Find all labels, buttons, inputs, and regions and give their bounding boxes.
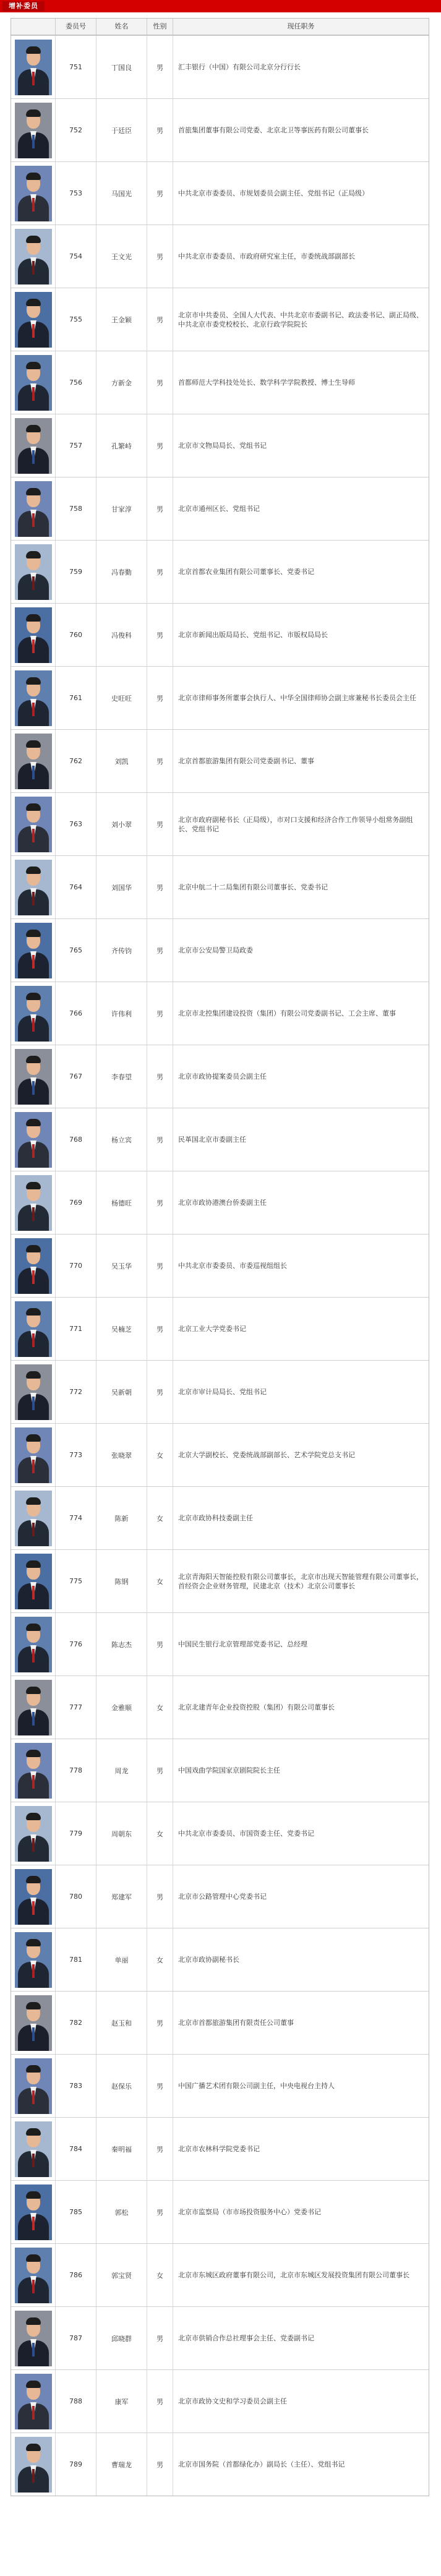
table-row (11, 982, 429, 1045)
member-number: 756 (56, 351, 96, 414)
portrait-photo (15, 166, 52, 221)
table-row (11, 1297, 429, 1360)
member-number: 785 (56, 2181, 96, 2243)
member-name: 金雅顺 (96, 1676, 147, 1739)
table-row (11, 603, 429, 666)
member-number: 772 (56, 1361, 96, 1423)
member-name: 方新金 (96, 351, 147, 414)
table-row (11, 1171, 429, 1234)
member-name: 孔繁峙 (96, 414, 147, 477)
member-position: 北京市新闻出版局局长、党组书记、市版权局局长 (178, 631, 328, 639)
member-name: 刘国华 (96, 856, 147, 918)
member-name: 周朝东 (96, 1802, 147, 1865)
photo-cell (11, 2055, 56, 2117)
member-name: 郭松 (96, 2181, 147, 2243)
member-gender: 男 (147, 982, 173, 1045)
table-row (11, 1802, 429, 1865)
portrait-photo (15, 40, 52, 95)
photo-cell (11, 99, 56, 161)
member-position: 北京首都旅游集团有限公司党委副书记、董事 (178, 757, 314, 765)
member-position: 北京市政协提案委员会副主任 (178, 1072, 267, 1080)
member-position: 北京市中共委员、全国人大代表、中共北京市委副书记、政法委书记、副正局级、中共北京市委党校校长、北京行政学院院长 (178, 310, 423, 328)
photo-cell (11, 1235, 56, 1297)
portrait-photo (15, 481, 52, 537)
table-row (11, 2117, 429, 2180)
col-header-photo (11, 19, 56, 35)
table-row (11, 1675, 429, 1739)
photo-cell (11, 225, 56, 288)
portrait-photo (15, 1806, 52, 1862)
table-row (11, 2433, 429, 2496)
member-number: 782 (56, 1992, 96, 2054)
member-gender: 女 (147, 2244, 173, 2306)
member-number: 773 (56, 1424, 96, 1486)
portrait-photo (15, 1427, 52, 1483)
member-gender: 男 (147, 2181, 173, 2243)
member-position: 中国戏曲学院国家京剧院院长主任 (178, 1766, 280, 1774)
member-position: 北京市律师事务所董事会执行人、中华全国律师协会副主席兼秘书长委员会主任 (178, 694, 416, 702)
table-row (11, 729, 429, 792)
portrait-photo (15, 1175, 52, 1231)
member-name: 陈志杰 (96, 1613, 147, 1675)
table-row (11, 98, 429, 161)
member-number: 771 (56, 1298, 96, 1360)
table-row (11, 1234, 429, 1297)
member-number: 779 (56, 1802, 96, 1865)
member-number: 763 (56, 793, 96, 855)
member-gender: 女 (147, 1550, 173, 1612)
member-number: 760 (56, 604, 96, 666)
portrait-photo (15, 1364, 52, 1420)
member-name: 甘家淳 (96, 477, 147, 540)
table-row (11, 35, 429, 98)
member-name: 郭宝贤 (96, 2244, 147, 2306)
member-name: 王文光 (96, 225, 147, 288)
portrait-photo (15, 292, 52, 348)
member-gender: 男 (147, 351, 173, 414)
member-position: 北京市国务院（首都绿化办）副局长（主任）、党组书记 (178, 2460, 345, 2468)
photo-cell (11, 667, 56, 729)
portrait-photo (15, 355, 52, 411)
member-number: 774 (56, 1487, 96, 1549)
member-position: 北京首都农业集团有限公司董事长、党委书记 (178, 568, 314, 576)
member-gender: 男 (147, 793, 173, 855)
table-row (11, 351, 429, 414)
photo-cell (11, 982, 56, 1045)
member-gender: 男 (147, 2433, 173, 2496)
photo-cell (11, 793, 56, 855)
member-name: 杨立宾 (96, 1108, 147, 1171)
portrait-photo (15, 2184, 52, 2240)
table-row (11, 666, 429, 729)
photo-cell (11, 1613, 56, 1675)
member-name: 康军 (96, 2370, 147, 2433)
member-position: 北京市公安局警卫局政委 (178, 946, 253, 954)
member-name: 陈新 (96, 1487, 147, 1549)
member-gender: 男 (147, 856, 173, 918)
table-row (11, 161, 429, 225)
member-number: 788 (56, 2370, 96, 2433)
portrait-photo (15, 1932, 52, 1988)
member-name: 赵保乐 (96, 2055, 147, 2117)
member-position: 北京市北控集团建设投资（集团）有限公司党委副书记、工会主席、董事 (178, 1009, 396, 1017)
portrait-photo (15, 2248, 52, 2303)
member-name: 吴楠芝 (96, 1298, 147, 1360)
member-position: 北京大学副校长、党委统战部副部长、艺术学院党总支书记 (178, 1451, 355, 1459)
photo-cell (11, 1361, 56, 1423)
member-number: 786 (56, 2244, 96, 2306)
member-gender: 女 (147, 1676, 173, 1739)
table-row (11, 477, 429, 540)
photo-cell (11, 1171, 56, 1234)
table-row (11, 1360, 429, 1423)
member-position: 北京北建青年企业投资控股（集团）有限公司董事长 (178, 1703, 335, 1711)
member-gender: 女 (147, 1928, 173, 1991)
portrait-photo (15, 1112, 52, 1168)
member-name: 于廷臣 (96, 99, 147, 161)
member-number: 784 (56, 2118, 96, 2180)
photo-cell (11, 1676, 56, 1739)
member-gender: 男 (147, 541, 173, 603)
member-number: 759 (56, 541, 96, 603)
member-name: 马国光 (96, 162, 147, 225)
table-row (11, 1549, 429, 1612)
member-name: 赵玉和 (96, 1992, 147, 2054)
member-position: 北京市政协科技委副主任 (178, 1514, 253, 1522)
member-position: 北京市审计局局长、党组书记 (178, 1388, 267, 1396)
member-number: 754 (56, 225, 96, 288)
member-gender: 男 (147, 1235, 173, 1297)
portrait-photo (15, 2374, 52, 2429)
member-number: 780 (56, 1865, 96, 1928)
portrait-photo (15, 418, 52, 474)
table-row (11, 1928, 429, 1991)
photo-cell (11, 36, 56, 98)
portrait-photo (15, 2311, 52, 2366)
table-row (11, 225, 429, 288)
photo-cell (11, 919, 56, 982)
member-number: 775 (56, 1550, 96, 1612)
member-name: 丁国良 (96, 36, 147, 98)
photo-cell (11, 2181, 56, 2243)
photo-cell (11, 1424, 56, 1486)
table-row (11, 792, 429, 855)
table-row (11, 2180, 429, 2243)
table-row (11, 2243, 429, 2306)
portrait-photo (15, 1554, 52, 1609)
member-position: 北京市监察局（市市场投资服务中心）党委书记 (178, 2208, 321, 2216)
table-body (11, 35, 429, 2496)
photo-cell (11, 162, 56, 225)
photo-cell (11, 1045, 56, 1108)
table-header (11, 18, 429, 35)
member-position: 中共北京市委委员、市国资委主任、党委书记 (178, 1829, 314, 1838)
portrait-photo (15, 670, 52, 726)
member-gender: 男 (147, 1298, 173, 1360)
table-row (11, 855, 429, 918)
member-gender: 男 (147, 477, 173, 540)
photo-cell (11, 1739, 56, 1802)
member-gender: 男 (147, 162, 173, 225)
member-name: 邱晓群 (96, 2307, 147, 2369)
table-row (11, 1045, 429, 1108)
member-position: 汇丰银行（中国）有限公司北京分行行长 (178, 63, 301, 71)
member-gender: 男 (147, 36, 173, 98)
member-position: 中国广播艺术团有限公司副主任，中央电视台主持人 (178, 2082, 335, 2090)
member-position: 中共北京市委委员、市委巡视组组长 (178, 1262, 287, 1270)
member-number: 752 (56, 99, 96, 161)
photo-cell (11, 2307, 56, 2369)
photo-cell (11, 2370, 56, 2433)
member-name: 齐传钧 (96, 919, 147, 982)
portrait-photo (15, 103, 52, 158)
member-number: 768 (56, 1108, 96, 1171)
portrait-photo (15, 2121, 52, 2177)
member-position: 北京中航二十二局集团有限公司董事长、党委书记 (178, 883, 328, 891)
portrait-photo (15, 1049, 52, 1105)
photo-cell (11, 1550, 56, 1612)
member-position: 北京市政协文史和学习委员会副主任 (178, 2397, 287, 2405)
table-row (11, 2369, 429, 2433)
photo-cell (11, 1298, 56, 1360)
member-name: 冯俊科 (96, 604, 147, 666)
portrait-photo (15, 860, 52, 915)
member-position: 北京市东城区政府董事有限公司，北京市东城区发展投资集团有限公司董事长 (178, 2271, 409, 2279)
member-name: 杨德旺 (96, 1171, 147, 1234)
table-row (11, 918, 429, 982)
portrait-photo (15, 1238, 52, 1294)
table-row (11, 288, 429, 351)
member-number: 764 (56, 856, 96, 918)
member-gender: 男 (147, 2307, 173, 2369)
member-position: 北京市首都旅游集团有限责任公司董事 (178, 2019, 294, 2027)
photo-cell (11, 1802, 56, 1865)
member-name: 冯春勤 (96, 541, 147, 603)
member-gender: 女 (147, 1487, 173, 1549)
portrait-photo (15, 1680, 52, 1735)
member-position: 北京市公路管理中心党委书记 (178, 1893, 267, 1901)
member-position: 北京市文物局局长、党组书记 (178, 442, 267, 450)
col-header-name: 姓名 (96, 19, 147, 35)
member-gender: 男 (147, 2055, 173, 2117)
member-gender: 男 (147, 414, 173, 477)
member-gender: 男 (147, 288, 173, 351)
member-name: 王金颖 (96, 288, 147, 351)
member-gender: 男 (147, 99, 173, 161)
members-table (11, 18, 429, 2496)
member-number: 762 (56, 730, 96, 792)
member-gender: 男 (147, 604, 173, 666)
member-position: 北京市农林科学院党委书记 (178, 2145, 260, 2153)
table-row (11, 1612, 429, 1675)
table-row (11, 540, 429, 603)
member-gender: 男 (147, 1045, 173, 1108)
table-row (11, 1739, 429, 1802)
member-position: 首都师范大学科技处处长、数学科学学院教授、博士生导师 (178, 379, 355, 387)
photo-cell (11, 541, 56, 603)
photo-cell (11, 477, 56, 540)
member-number: 787 (56, 2307, 96, 2369)
member-position: 北京市政协港澳台侨委副主任 (178, 1199, 267, 1207)
photo-cell (11, 856, 56, 918)
member-number: 783 (56, 2055, 96, 2117)
member-name: 史旺旺 (96, 667, 147, 729)
photo-cell (11, 2118, 56, 2180)
member-position: 北京工业大学党委书记 (178, 1325, 246, 1333)
member-number: 761 (56, 667, 96, 729)
member-name: 刘小翠 (96, 793, 147, 855)
member-number: 770 (56, 1235, 96, 1297)
member-name: 吴新朝 (96, 1361, 147, 1423)
member-gender: 男 (147, 225, 173, 288)
member-number: 751 (56, 36, 96, 98)
portrait-photo (15, 923, 52, 978)
photo-cell (11, 351, 56, 414)
member-position: 首旅集团董事有限公司党委、北京北卫等事医药有限公司董事长 (178, 126, 369, 134)
photo-cell (11, 604, 56, 666)
member-number: 757 (56, 414, 96, 477)
member-position: 民革国北京市委副主任 (178, 1136, 246, 1144)
col-header-position: 现任职务 (287, 22, 315, 30)
member-gender: 女 (147, 1424, 173, 1486)
photo-cell (11, 1108, 56, 1171)
member-position: 北京市政协副秘书长 (178, 1956, 239, 1964)
portrait-photo (15, 797, 52, 852)
member-number: 777 (56, 1676, 96, 1739)
table-row (11, 414, 429, 477)
portrait-photo (15, 1491, 52, 1546)
table-row (11, 1865, 429, 1928)
table-row (11, 1423, 429, 1486)
portrait-photo (15, 734, 52, 789)
photo-cell (11, 2244, 56, 2306)
table-row (11, 1991, 429, 2054)
member-position: 中共北京市委委员、市规划委员会副主任、党组书记（正局级） (178, 189, 369, 197)
photo-cell (11, 1928, 56, 1991)
member-gender: 男 (147, 1361, 173, 1423)
member-name: 张晓翠 (96, 1424, 147, 1486)
portrait-photo (15, 2437, 52, 2493)
portrait-photo (15, 986, 52, 1042)
member-gender: 男 (147, 1739, 173, 1802)
member-gender: 男 (147, 667, 173, 729)
photo-cell (11, 730, 56, 792)
portrait-photo (15, 1995, 52, 2051)
member-gender: 男 (147, 2118, 173, 2180)
member-gender: 男 (147, 1613, 173, 1675)
portrait-photo (15, 2058, 52, 2114)
member-position: 北京市政府副秘书长（正局级），市对口支援和经济合作工作领导小组常务副组长、党组书记 (178, 815, 413, 833)
col-header-gender: 性别 (147, 19, 173, 35)
photo-cell (11, 2433, 56, 2496)
member-name: 李春望 (96, 1045, 147, 1108)
table-row (11, 1108, 429, 1171)
member-position: 中共北京市委委员、市政府研究室主任，市委统战部副部长 (178, 252, 355, 260)
member-number: 778 (56, 1739, 96, 1802)
portrait-photo (15, 1743, 52, 1799)
member-gender: 男 (147, 1108, 173, 1171)
member-position: 中国民生银行北京管理部党委书记、总经理 (178, 1640, 307, 1648)
table-row (11, 2306, 429, 2369)
photo-cell (11, 414, 56, 477)
member-gender: 男 (147, 1865, 173, 1928)
member-number: 789 (56, 2433, 96, 2496)
member-number: 769 (56, 1171, 96, 1234)
member-name: 刘凯 (96, 730, 147, 792)
photo-cell (11, 1487, 56, 1549)
member-gender: 男 (147, 919, 173, 982)
photo-cell (11, 1865, 56, 1928)
member-number: 755 (56, 288, 96, 351)
member-gender: 男 (147, 1992, 173, 2054)
member-name: 陈钢 (96, 1550, 147, 1612)
member-position: 北京市供销合作总社理事会主任、党委副书记 (178, 2334, 314, 2342)
member-gender: 男 (147, 2370, 173, 2433)
member-number: 758 (56, 477, 96, 540)
photo-cell (11, 288, 56, 351)
member-name: 许伟利 (96, 982, 147, 1045)
member-name: 曹瑞龙 (96, 2433, 147, 2496)
photo-cell (11, 1992, 56, 2054)
member-gender: 男 (147, 730, 173, 792)
member-number: 766 (56, 982, 96, 1045)
member-number: 776 (56, 1613, 96, 1675)
member-name: 秦明福 (96, 2118, 147, 2180)
member-name: 单丽 (96, 1928, 147, 1991)
portrait-photo (15, 544, 52, 600)
member-position: 北京市通州区长、党组书记 (178, 505, 260, 513)
table-row (11, 2054, 429, 2117)
section-title: 增补委员 (2, 1, 45, 11)
member-number: 753 (56, 162, 96, 225)
col-header-no: 委员号 (56, 19, 96, 35)
member-number: 765 (56, 919, 96, 982)
portrait-photo (15, 607, 52, 663)
portrait-photo (15, 1617, 52, 1672)
member-gender: 男 (147, 1171, 173, 1234)
portrait-photo (15, 229, 52, 285)
portrait-photo (15, 1301, 52, 1357)
member-position: 北京青海阳天智能控股有限公司董事长，北京市出现天智能管理有限公司董事长，首经资会企业财务管理，民建北京（技术）北京公司董事长 (178, 1572, 423, 1590)
member-number: 767 (56, 1045, 96, 1108)
portrait-photo (15, 1869, 52, 1925)
table-row (11, 1486, 429, 1549)
member-name: 吴玉华 (96, 1235, 147, 1297)
member-name: 郑建军 (96, 1865, 147, 1928)
section-header-bar (0, 0, 441, 12)
member-name: 周龙 (96, 1739, 147, 1802)
member-gender: 女 (147, 1802, 173, 1865)
member-number: 781 (56, 1928, 96, 1991)
